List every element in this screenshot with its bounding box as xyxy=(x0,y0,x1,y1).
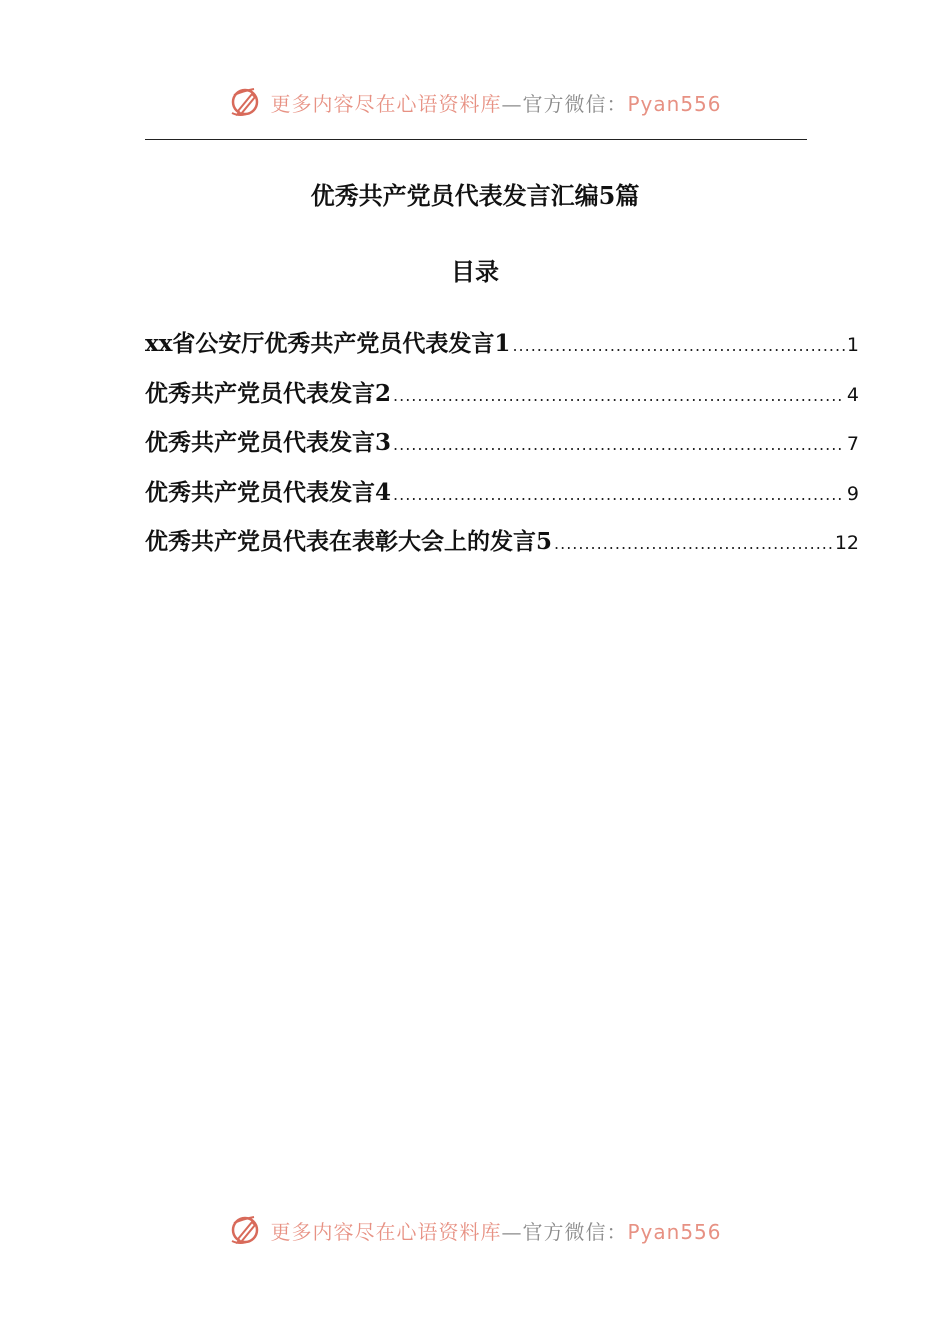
toc-entry[interactable] xyxy=(145,473,859,523)
toc-dot-leader xyxy=(393,425,845,465)
toc-page-number: 1 xyxy=(846,334,859,356)
toc-entry-text: 优秀共产党员代表发言4 xyxy=(145,478,392,506)
brand-wechat-id: Pyan556 xyxy=(627,91,722,116)
toc-page-number: 4 xyxy=(846,383,859,406)
toc-entry[interactable] xyxy=(145,374,859,424)
header-divider xyxy=(145,139,807,140)
toc-entry[interactable] xyxy=(145,423,859,473)
brand-sub-text: —官方微信： xyxy=(501,91,628,116)
toc-entry-text: 优秀共产党员代表在表彰大会上的发言5 xyxy=(145,528,553,555)
toc-page-number: 12 xyxy=(834,532,859,554)
toc-dot-leader xyxy=(554,524,833,564)
pen-circle-icon xyxy=(228,85,262,119)
toc-heading: 目录 xyxy=(451,257,499,286)
brand-text xyxy=(270,88,721,117)
toc-entry-text: 优秀共产党员代表发言3 xyxy=(145,429,392,456)
brand-main-text: 更多内容尽在心语资料库 xyxy=(270,91,502,116)
table-of-contents xyxy=(145,324,859,572)
brand-main-text: 更多内容尽在心语资料库 xyxy=(270,1219,502,1244)
footer-brand xyxy=(0,1210,950,1250)
toc-page-number: 7 xyxy=(846,433,859,455)
toc-dot-leader xyxy=(393,475,845,515)
toc-entry[interactable] xyxy=(145,324,859,374)
document-title: 优秀共产党员代表发言汇编5篇 xyxy=(310,181,640,210)
brand-wechat-id: Pyan556 xyxy=(627,1219,722,1244)
brand-sub-text: —官方微信： xyxy=(501,1219,628,1244)
toc-entry[interactable] xyxy=(145,522,859,572)
header-brand xyxy=(0,82,950,122)
toc-dot-leader xyxy=(512,326,844,366)
toc-page-number: 9 xyxy=(846,482,859,505)
pen-circle-icon xyxy=(228,1213,262,1247)
brand-text xyxy=(270,1216,721,1245)
toc-dot-leader xyxy=(393,376,845,416)
toc-entry-text: 优秀共产党员代表发言2 xyxy=(145,379,392,407)
toc-entry-text: xx省公安厅优秀共产党员代表发言1 xyxy=(145,330,511,357)
